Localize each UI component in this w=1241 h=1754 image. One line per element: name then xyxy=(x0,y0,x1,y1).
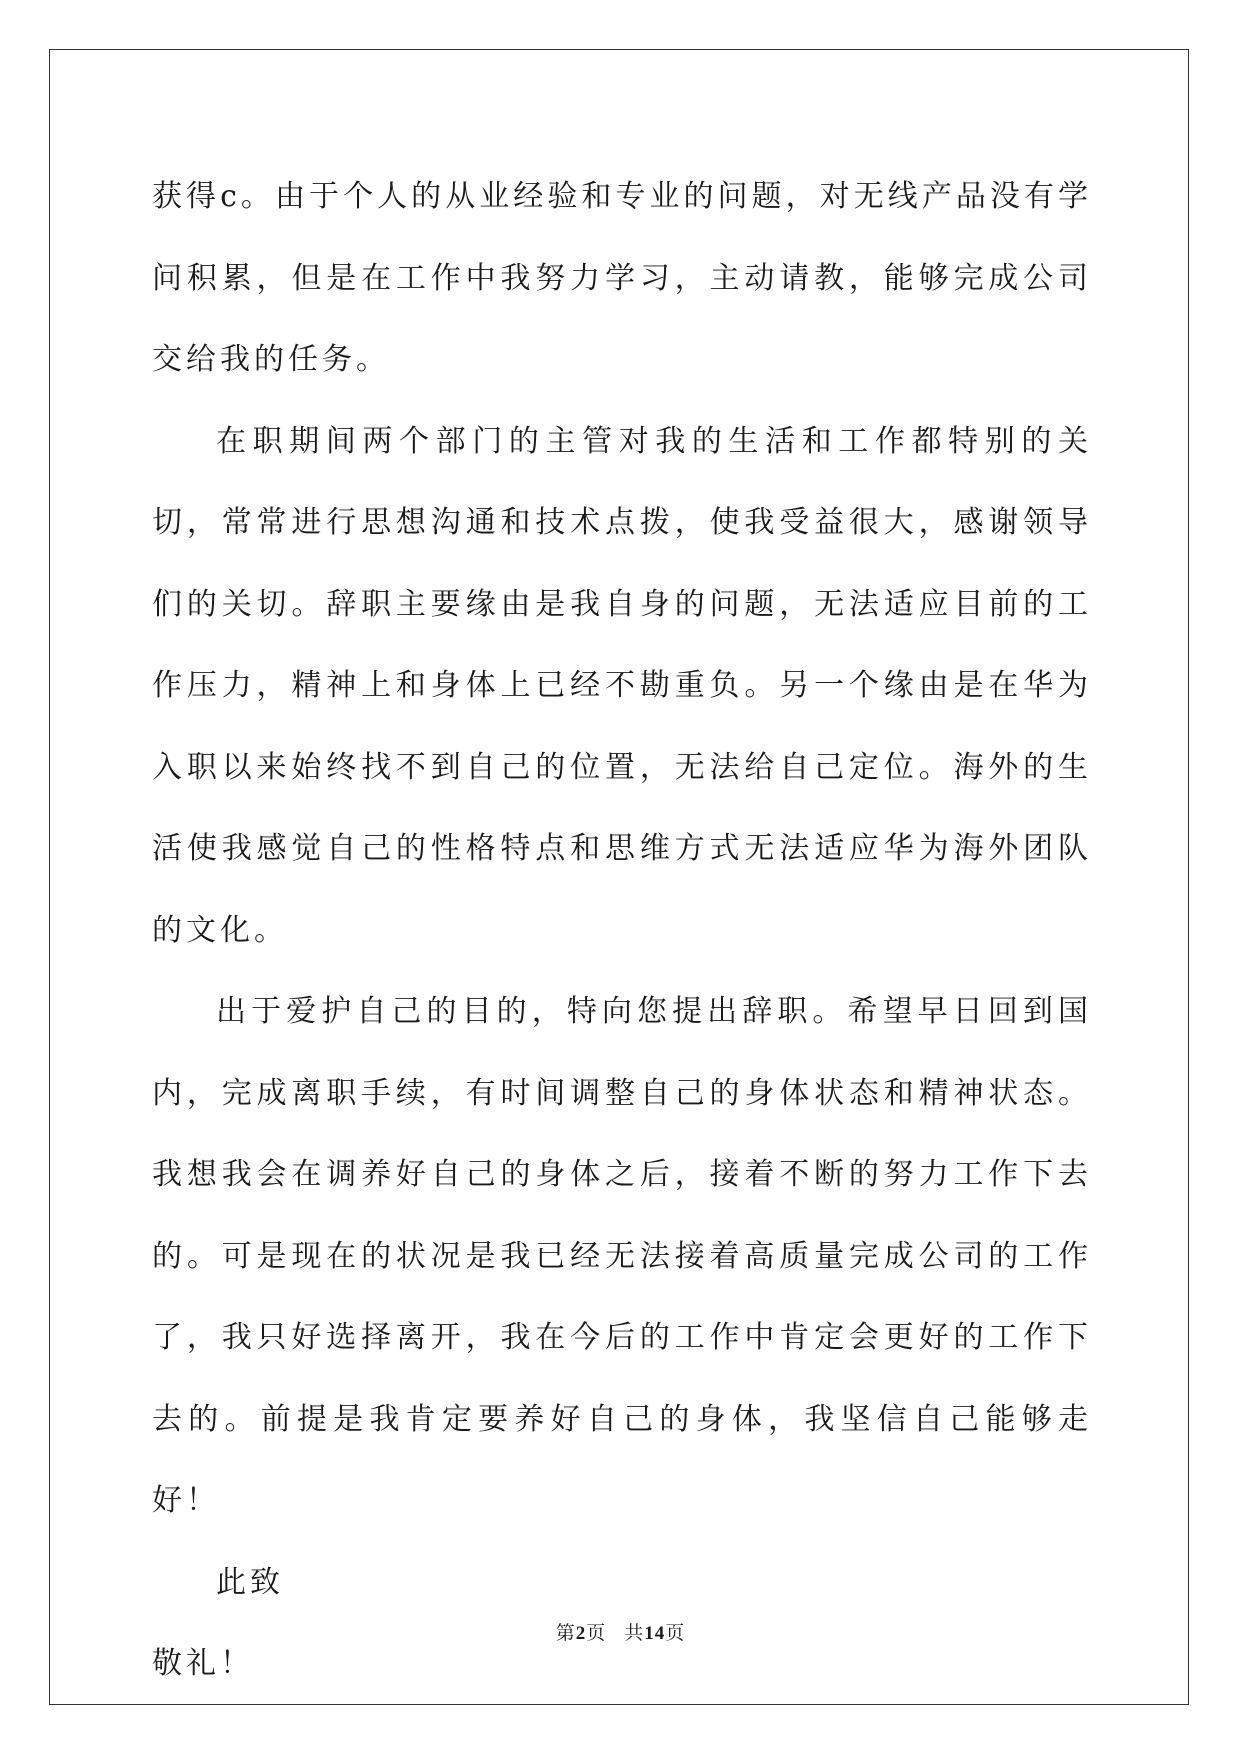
paragraph-2: 在职期间两个部门的主管对我的生活和工作都特别的关切，常常进行思想沟通和技术点拨，使我受益很大，感谢领导们的关切。辞职主要缘由是我自身的问题，无法适应目前的工作压力，精神上和身体上已经不勘重负。另一个缘由是在华为入职以来始终找不到自己的位置，无法给自己定位。海外的生活使我感觉自己的性格特点和思维方式无法适应华为海外团队的文化。 xyxy=(152,423,1092,948)
total-pages: 14 xyxy=(644,1623,666,1644)
total-prefix: 共 xyxy=(624,1622,645,1644)
paragraph-1: 获得c。由于个人的从业经验和专业的问题，对无线产品没有学问积累，但是在工作中我努力学习，主动请教，能够完成公司交给我的任务。 xyxy=(152,179,1092,377)
total-unit: 页 xyxy=(665,1622,686,1644)
closing: 敬礼！ xyxy=(152,1646,254,1681)
paragraph-3: 出于爱护自己的目的，特向您提出辞职。希望早日回到国内，完成离职手续，有时间调整自己的身体状态和精神状态。我想我会在调养好自己的身体之后，接着不断的努力工作下去的。可是现在的状况是我已经无法接着高质量完成公司的工作了，我只好选择离开，我在今后的工作中肯定会更好的工作下去的。前提是我肯定要养好自己的身体，我坚信自己能够走好！ xyxy=(152,994,1092,1518)
page-prefix: 第 xyxy=(555,1622,576,1644)
page-number: 2 xyxy=(575,1623,587,1644)
salutation: 此致 xyxy=(216,1564,284,1600)
page-footer xyxy=(0,1618,1241,1645)
page-unit: 页 xyxy=(586,1622,607,1644)
letter-body xyxy=(152,156,1092,1705)
